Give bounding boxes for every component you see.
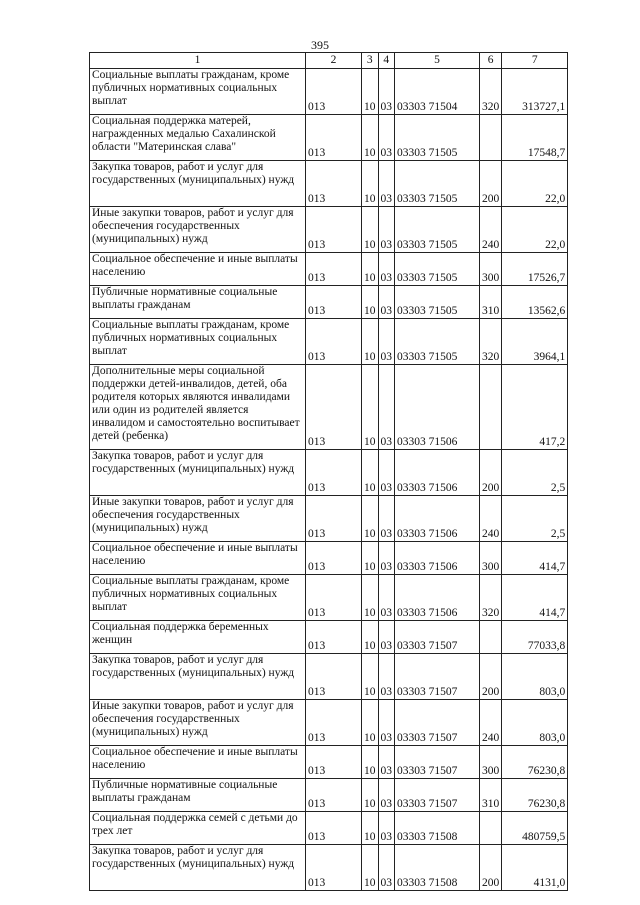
amount: 17526,7 (502, 253, 568, 286)
ministry-code: 013 (306, 207, 362, 253)
amount: 22,0 (502, 161, 568, 207)
expense-type-code: 310 (480, 286, 502, 319)
target-article-code: 03303 71506 (395, 450, 480, 496)
expense-type-code: 300 (480, 253, 502, 286)
column-header-2: 2 (306, 53, 362, 69)
ministry-code: 013 (306, 542, 362, 575)
table-row (90, 700, 568, 746)
amount: 76230,8 (502, 779, 568, 812)
column-header-5: 5 (395, 53, 480, 69)
table-row (90, 542, 568, 575)
expense-type-code: 200 (480, 450, 502, 496)
amount: 803,0 (502, 654, 568, 700)
table-row (90, 496, 568, 542)
row-description: Социальное обеспечение и иные выплаты населению (90, 253, 306, 286)
section-code: 10 (362, 575, 379, 621)
section-code: 10 (362, 779, 379, 812)
row-description: Иные закупки товаров, работ и услуг для обеспечения государственных (муниципальных) нужд (90, 700, 306, 746)
subsection-code: 03 (378, 319, 395, 365)
table-row (90, 845, 568, 891)
target-article-code: 03303 71505 (395, 161, 480, 207)
table-row (90, 319, 568, 365)
ministry-code: 013 (306, 69, 362, 115)
section-code: 10 (362, 365, 379, 450)
ministry-code: 013 (306, 746, 362, 779)
row-description: Социальные выплаты гражданам, кроме публичных нормативных социальных выплат (90, 575, 306, 621)
table-row (90, 69, 568, 115)
page-number: 395 (311, 38, 329, 52)
table-row (90, 746, 568, 779)
amount: 803,0 (502, 700, 568, 746)
section-code: 10 (362, 496, 379, 542)
section-code: 10 (362, 161, 379, 207)
ministry-code: 013 (306, 575, 362, 621)
section-code: 10 (362, 812, 379, 845)
subsection-code: 03 (378, 365, 395, 450)
target-article-code: 03303 71508 (395, 812, 480, 845)
section-code: 10 (362, 845, 379, 891)
table-row (90, 207, 568, 253)
subsection-code: 03 (378, 207, 395, 253)
ministry-code: 013 (306, 779, 362, 812)
amount: 17548,7 (502, 115, 568, 161)
section-code: 10 (362, 69, 379, 115)
ministry-code: 013 (306, 621, 362, 654)
subsection-code: 03 (378, 779, 395, 812)
amount: 76230,8 (502, 746, 568, 779)
ministry-code: 013 (306, 161, 362, 207)
subsection-code: 03 (378, 161, 395, 207)
table-row (90, 365, 568, 450)
expense-type-code: 200 (480, 654, 502, 700)
column-header-1: 1 (90, 53, 306, 69)
subsection-code: 03 (378, 450, 395, 496)
ministry-code: 013 (306, 450, 362, 496)
subsection-code: 03 (378, 115, 395, 161)
section-code: 10 (362, 207, 379, 253)
table-row (90, 253, 568, 286)
target-article-code: 03303 71508 (395, 845, 480, 891)
target-article-code: 03303 71506 (395, 575, 480, 621)
ministry-code: 013 (306, 700, 362, 746)
table-row (90, 161, 568, 207)
row-description: Социальная поддержка семей с детьми до трех лет (90, 812, 306, 845)
section-code: 10 (362, 115, 379, 161)
section-code: 10 (362, 700, 379, 746)
target-article-code: 03303 71506 (395, 365, 480, 450)
expense-type-code: 240 (480, 207, 502, 253)
expense-type-code (480, 621, 502, 654)
table-row (90, 286, 568, 319)
section-code: 10 (362, 542, 379, 575)
amount: 414,7 (502, 575, 568, 621)
target-article-code: 03303 71505 (395, 286, 480, 319)
section-code: 10 (362, 654, 379, 700)
ministry-code: 013 (306, 654, 362, 700)
section-code: 10 (362, 450, 379, 496)
expense-type-code: 200 (480, 845, 502, 891)
ministry-code: 013 (306, 845, 362, 891)
row-description: Закупка товаров, работ и услуг для государственных (муниципальных) нужд (90, 161, 306, 207)
subsection-code: 03 (378, 542, 395, 575)
row-description: Иные закупки товаров, работ и услуг для обеспечения государственных (муниципальных) нужд (90, 207, 306, 253)
expense-type-code (480, 812, 502, 845)
table-row (90, 575, 568, 621)
ministry-code: 013 (306, 365, 362, 450)
ministry-code: 013 (306, 253, 362, 286)
column-header-3: 3 (362, 53, 379, 69)
ministry-code: 013 (306, 319, 362, 365)
column-header-4: 4 (378, 53, 395, 69)
expense-type-code (480, 115, 502, 161)
section-code: 10 (362, 746, 379, 779)
expense-type-code (480, 365, 502, 450)
subsection-code: 03 (378, 286, 395, 319)
ministry-code: 013 (306, 496, 362, 542)
row-description: Социальное обеспечение и иные выплаты населению (90, 542, 306, 575)
target-article-code: 03303 71507 (395, 621, 480, 654)
amount: 2,5 (502, 450, 568, 496)
subsection-code: 03 (378, 253, 395, 286)
target-article-code: 03303 71507 (395, 779, 480, 812)
amount: 2,5 (502, 496, 568, 542)
expense-type-code: 240 (480, 496, 502, 542)
target-article-code: 03303 71505 (395, 253, 480, 286)
section-code: 10 (362, 253, 379, 286)
target-article-code: 03303 71505 (395, 115, 480, 161)
subsection-code: 03 (378, 654, 395, 700)
expense-type-code: 320 (480, 69, 502, 115)
expense-type-code: 300 (480, 746, 502, 779)
amount: 417,2 (502, 365, 568, 450)
subsection-code: 03 (378, 496, 395, 542)
budget-table (89, 52, 568, 891)
row-description: Иные закупки товаров, работ и услуг для обеспечения государственных (муниципальных) нужд (90, 496, 306, 542)
table-row (90, 654, 568, 700)
amount: 22,0 (502, 207, 568, 253)
row-description: Социальная поддержка беременных женщин (90, 621, 306, 654)
table-row (90, 115, 568, 161)
expense-type-code: 240 (480, 700, 502, 746)
section-code: 10 (362, 621, 379, 654)
target-article-code: 03303 71506 (395, 542, 480, 575)
ministry-code: 013 (306, 812, 362, 845)
target-article-code: 03303 71507 (395, 654, 480, 700)
column-header-6: 6 (480, 53, 502, 69)
section-code: 10 (362, 319, 379, 365)
row-description: Публичные нормативные социальные выплаты гражданам (90, 779, 306, 812)
amount: 77033,8 (502, 621, 568, 654)
row-description: Социальное обеспечение и иные выплаты населению (90, 746, 306, 779)
target-article-code: 03303 71507 (395, 700, 480, 746)
subsection-code: 03 (378, 575, 395, 621)
subsection-code: 03 (378, 621, 395, 654)
expense-type-code: 300 (480, 542, 502, 575)
row-description: Социальная поддержка матерей, награжденных медалью Сахалинской области "Материнская слава" (90, 115, 306, 161)
table-row (90, 621, 568, 654)
target-article-code: 03303 71504 (395, 69, 480, 115)
expense-type-code: 320 (480, 575, 502, 621)
row-description: Публичные нормативные социальные выплаты гражданам (90, 286, 306, 319)
row-description: Социальные выплаты гражданам, кроме публичных нормативных социальных выплат (90, 319, 306, 365)
subsection-code: 03 (378, 700, 395, 746)
ministry-code: 013 (306, 115, 362, 161)
column-header-7: 7 (502, 53, 568, 69)
subsection-code: 03 (378, 812, 395, 845)
amount: 4131,0 (502, 845, 568, 891)
target-article-code: 03303 71506 (395, 496, 480, 542)
row-description: Закупка товаров, работ и услуг для государственных (муниципальных) нужд (90, 450, 306, 496)
subsection-code: 03 (378, 746, 395, 779)
table-row (90, 779, 568, 812)
subsection-code: 03 (378, 845, 395, 891)
expense-type-code: 310 (480, 779, 502, 812)
table-row (90, 450, 568, 496)
row-description: Закупка товаров, работ и услуг для государственных (муниципальных) нужд (90, 845, 306, 891)
table-row (90, 812, 568, 845)
amount: 313727,1 (502, 69, 568, 115)
target-article-code: 03303 71505 (395, 319, 480, 365)
expense-type-code: 200 (480, 161, 502, 207)
row-description: Социальные выплаты гражданам, кроме публичных нормативных социальных выплат (90, 69, 306, 115)
row-description: Дополнительные меры социальной поддержки детей-инвалидов, детей, оба родителя которых являются инвалидами или один из родителей является инвалидом и самостоятельно воспитывает детей (ребенка) (90, 365, 306, 450)
amount: 480759,5 (502, 812, 568, 845)
row-description: Закупка товаров, работ и услуг для государственных (муниципальных) нужд (90, 654, 306, 700)
target-article-code: 03303 71507 (395, 746, 480, 779)
amount: 414,7 (502, 542, 568, 575)
target-article-code: 03303 71505 (395, 207, 480, 253)
amount: 3964,1 (502, 319, 568, 365)
amount: 13562,6 (502, 286, 568, 319)
expense-type-code: 320 (480, 319, 502, 365)
ministry-code: 013 (306, 286, 362, 319)
subsection-code: 03 (378, 69, 395, 115)
section-code: 10 (362, 286, 379, 319)
column-number-row (90, 53, 568, 69)
